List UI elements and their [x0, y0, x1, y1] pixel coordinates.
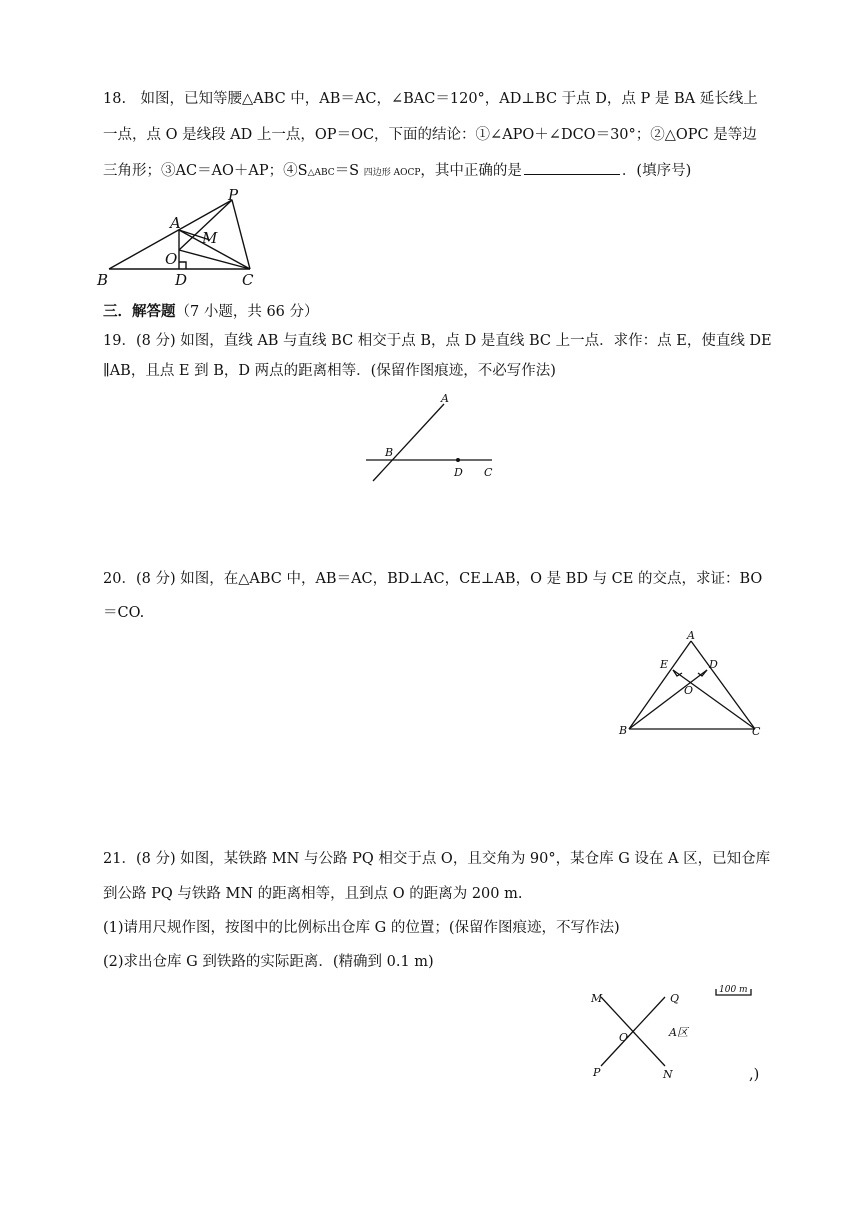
- q21-line-1: 21．(8 分) 如图，某铁路 MN 与公路 PQ 相交于点 O，且交角为 90°，某仓库 G 设在 A 区，已知仓库: [103, 851, 771, 867]
- label-n: N: [663, 1068, 673, 1081]
- scale-label: 100 m: [719, 985, 748, 995]
- q18-subscript-abc: △ABC: [307, 168, 335, 178]
- q18-subscript-aocp: 四边形 AOCP: [363, 168, 421, 178]
- q20-line-1: 20．(8 分) 如图，在△ABC 中，AB＝AC，BD⊥AC，CE⊥AB，O 是 BD 与 CE 的交点，求证：BO: [103, 571, 763, 587]
- q21-line-4: (2)求出仓库 G 到铁路的实际距离．(精确到 0.1 m): [103, 954, 434, 970]
- label-d: D: [175, 271, 188, 289]
- label-c: C: [752, 725, 761, 738]
- q21-line-3: (1)请用尺规作图，按图中的比例标出仓库 G 的位置；(保留作图痕迹，不写作法): [103, 920, 620, 936]
- q18-line-3-text-d: ．(填序号): [621, 163, 692, 179]
- label-b: B: [619, 724, 628, 737]
- q18-line-3-text-c: ，其中正确的是: [420, 163, 522, 179]
- trailing-mark: ,): [749, 1067, 760, 1083]
- q18-line-1: 18. 如图，已知等腰△ABC 中，AB＝AC，∠BAC＝120°，AD⊥BC 于点 D，点 P 是 BA 延长线上: [103, 91, 758, 107]
- label-d: D: [709, 658, 718, 671]
- answer-blank[interactable]: [524, 160, 620, 175]
- point-d: [456, 458, 460, 462]
- q18-line-3: [103, 160, 763, 183]
- label-m: M: [202, 229, 218, 247]
- label-p: P: [228, 186, 239, 204]
- right-angle-mark: [179, 262, 186, 269]
- section-3-heading: [103, 302, 763, 322]
- section-3-note: （7 小题，共 66 分）: [175, 304, 319, 320]
- q20-figure: [615, 628, 765, 743]
- label-o: O: [165, 250, 178, 268]
- q19-line-1: 19．(8 分) 如图，直线 AB 与直线 BC 相交于点 B，点 D 是直线 BC 上一点．求作：点 E，使直线 DE: [103, 333, 772, 349]
- segment-oc: [179, 250, 250, 269]
- segment-ce: [673, 670, 755, 729]
- q18-line-3-text-a: 三角形；③AC＝AO＋AP；④S: [103, 163, 308, 179]
- segment-bd: [629, 670, 707, 729]
- q21-line-2: 到公路 PQ 与铁路 MN 的距离相等，且到点 O 的距离为 200 m.: [103, 886, 523, 902]
- line-ab: [373, 404, 444, 481]
- label-a: A: [687, 629, 695, 642]
- side-ac: [691, 641, 755, 729]
- label-p: P: [593, 1066, 601, 1079]
- q20-line-2: ＝CO.: [103, 605, 145, 621]
- q19-figure: [360, 388, 500, 488]
- label-b: B: [97, 271, 109, 289]
- label-c: C: [242, 271, 254, 289]
- q18-line-3-text-b: ＝S: [334, 163, 360, 179]
- q21-figure: [585, 980, 760, 1085]
- q19-line-2: ∥AB，且点 E 到 B，D 两点的距离相等．(保留作图痕迹，不必写作法): [103, 363, 556, 379]
- side-ab: [629, 641, 694, 729]
- label-a: A: [170, 214, 181, 232]
- label-a: A: [441, 392, 449, 405]
- section-3-title: 三．解答题: [103, 303, 176, 320]
- segment-pc: [232, 200, 250, 269]
- label-zone-a: A区: [669, 1026, 688, 1039]
- label-q: Q: [670, 992, 680, 1005]
- label-d: D: [454, 466, 463, 479]
- label-o: O: [619, 1031, 629, 1044]
- q18-figure: [95, 188, 275, 293]
- label-o: O: [684, 684, 694, 697]
- label-e: E: [660, 658, 669, 671]
- label-b: B: [385, 446, 394, 459]
- label-m: M: [591, 992, 603, 1005]
- q18-line-2: 一点，点 O 是线段 AD 上一点，OP＝OC，下面的结论：①∠APO＋∠DCO＝30°；②△OPC 是等边: [103, 127, 757, 143]
- label-c: C: [484, 466, 493, 479]
